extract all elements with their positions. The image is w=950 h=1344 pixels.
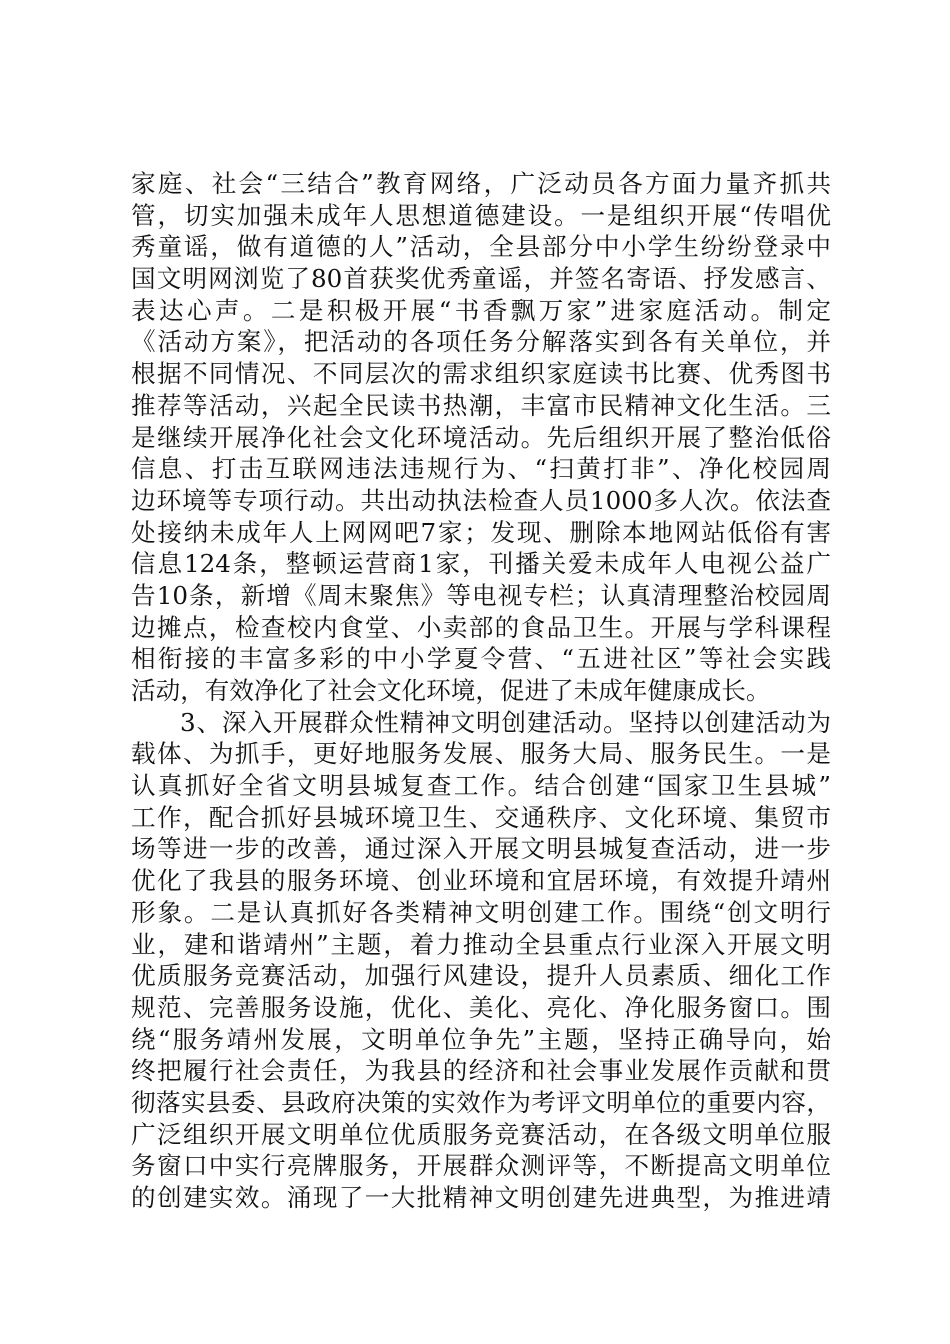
text-line-paragraph-end: 活动，有效净化了社会文化环境，促进了未成年健康成长。 bbox=[131, 676, 771, 705]
text-line: 广泛组织开展文明单位优质服务竞赛活动，在各级文明单位服 bbox=[131, 1119, 831, 1149]
text-line: 推荐等活动，兴起全民读书热潮，丰富市民精神文化生活。三 bbox=[131, 390, 831, 420]
body-text bbox=[131, 168, 831, 1214]
text-line: 形象。二是认真抓好各类精神文明创建工作。围绕“创文明行 bbox=[131, 897, 831, 927]
text-line: 优化了我县的服务环境、创业环境和宜居环境，有效提升靖州 bbox=[131, 866, 831, 896]
text-line: 《活动方案》，把活动的各项任务分解落实到各有关单位，并 bbox=[131, 327, 831, 357]
text-line: 边摊点，检查校内食堂、小卖部的食品卫生。开展与学科课程 bbox=[131, 612, 831, 642]
text-line: 管，切实加强未成年人思想道德建设。一是组织开展“传唱优 bbox=[131, 200, 831, 230]
text-line: 规范、完善服务设施，优化、美化、亮化、净化服务窗口。围 bbox=[131, 992, 831, 1022]
text-line: 秀童谣，做有道德的人”活动，全县部分中小学生纷纷登录中 bbox=[131, 232, 831, 262]
text-line: 国文明网浏览了80首获奖优秀童谣，并签名寄语、抒发感言、 bbox=[131, 264, 831, 294]
text-line: 终把履行社会责任，为我县的经济和社会事业发展作贡献和贯 bbox=[131, 1056, 831, 1086]
text-line: 处接纳未成年人上网网吧7家；发现、删除本地网站低俗有害 bbox=[131, 517, 831, 547]
text-line: 彻落实县委、县政府决策的实效作为考评文明单位的重要内容， bbox=[131, 1087, 831, 1117]
text-line: 根据不同情况、不同层次的需求组织家庭读书比赛、优秀图书 bbox=[131, 359, 831, 389]
text-line: 务窗口中实行亮牌服务，开展群众测评等，不断提高文明单位 bbox=[131, 1151, 831, 1181]
text-line: 表达心声。二是积极开展“书香飘万家”进家庭活动。制定 bbox=[131, 295, 831, 325]
text-line: 边环境等专项行动。共出动执法检查人员1000多人次。依法查 bbox=[131, 485, 831, 515]
text-line-paragraph-start: 3、深入开展群众性精神文明创建活动。坚持以创建活动为 bbox=[180, 707, 831, 737]
text-line: 是继续开展净化社会文化环境活动。先后组织开展了整治低俗 bbox=[131, 422, 831, 452]
text-line: 载体、为抓手，更好地服务发展、服务大局、服务民生。一是 bbox=[131, 739, 831, 769]
text-line: 的创建实效。涌现了一大批精神文明创建先进典型，为推进靖 bbox=[131, 1183, 831, 1212]
text-line: 业，建和谐靖州”主题，着力推动全县重点行业深入开展文明 bbox=[131, 929, 831, 959]
text-line: 信息、打击互联网违法违规行为、“扫黄打非”、净化校园周 bbox=[131, 454, 831, 484]
text-line: 认真抓好全省文明县城复查工作。结合创建“国家卫生县城” bbox=[131, 771, 831, 801]
text-line: 优质服务竞赛活动，加强行风建设，提升人员素质、细化工作 bbox=[131, 961, 831, 991]
text-line: 告10条，新增《周末聚焦》等电视专栏；认真清理整治校园周 bbox=[131, 580, 831, 610]
text-line: 家庭、社会“三结合”教育网络，广泛动员各方面力量齐抓共 bbox=[131, 169, 831, 198]
text-line: 工作，配合抓好县城环境卫生、交通秩序、文化环境、集贸市 bbox=[131, 802, 831, 832]
text-line: 绕“服务靖州发展，文明单位争先”主题，坚持正确导向，始 bbox=[131, 1024, 831, 1054]
text-line: 相衔接的丰富多彩的中小学夏令营、“五进社区”等社会实践 bbox=[131, 644, 831, 674]
text-line: 信息124条，整顿运营商1家，刊播关爱未成年人电视公益广 bbox=[131, 549, 831, 579]
text-line: 场等进一步的改善，通过深入开展文明县城复查活动，进一步 bbox=[131, 834, 831, 864]
